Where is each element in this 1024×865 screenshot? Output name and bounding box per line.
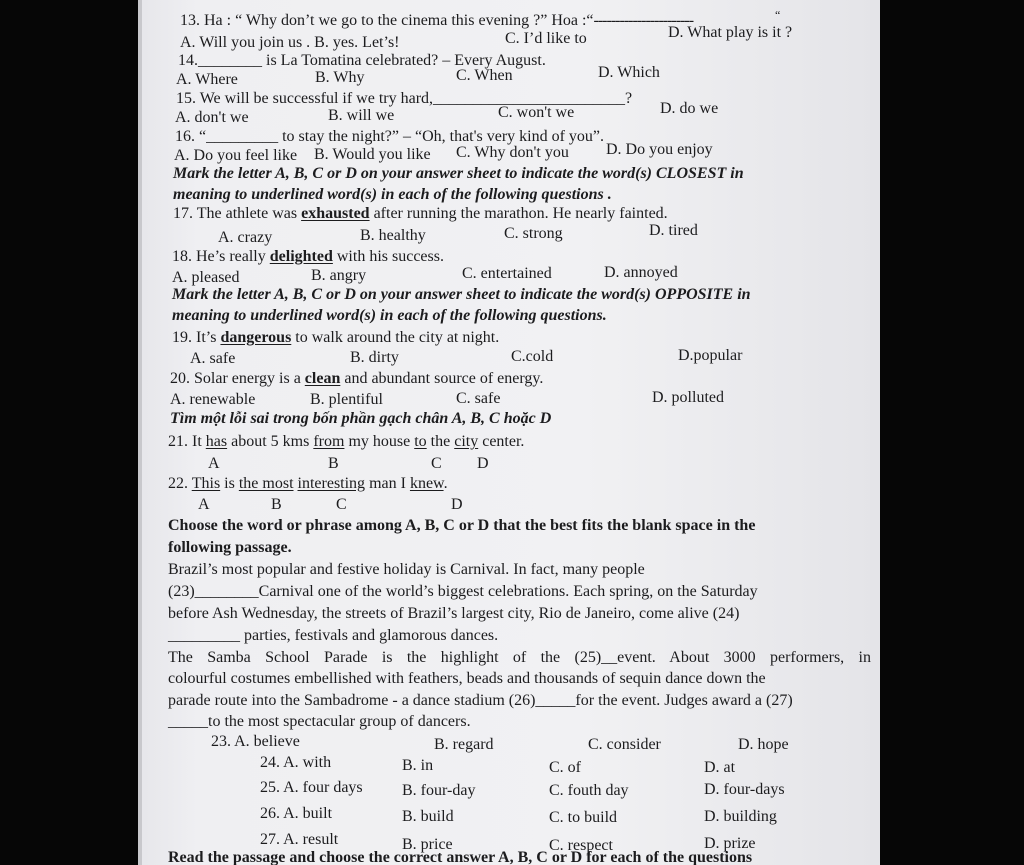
instruction-passage-line-2: following passage. (168, 539, 292, 556)
instruction-passage-line-1: Choose the word or phrase among A, B, C or D that the best fits the blank space in the (168, 517, 756, 534)
question-18-option-c: C. entertained (462, 265, 552, 282)
question-13-option-a: A. Will you join us . B. yes. Let’s! (180, 34, 400, 51)
question-24-option-a: 24. A. with (260, 754, 332, 771)
question-15-option-a: A. don't we (175, 109, 249, 126)
q22-part-c: interesting (297, 475, 366, 492)
question-27-option-d: D. prize (704, 835, 756, 852)
question-17-option-d: D. tired (649, 222, 698, 239)
question-14-option-c: C. When (456, 67, 513, 84)
question-16-stem: 16. “_________ to stay the night?” – “Oh, that's very kind of you”. (175, 128, 605, 145)
q21-letter-a: A (208, 455, 220, 472)
underlined-word-dangerous: dangerous (220, 329, 292, 346)
instruction-closest-line-1: Mark the letter A, B, C or D on your answer sheet to indicate the word(s) CLOSEST in (173, 165, 744, 182)
question-17-stem: 17. The athlete was exhausted after running the marathon. He nearly fainted. (173, 205, 668, 222)
instruction-opposite-line-1: Mark the letter A, B, C or D on your answer sheet to indicate the word(s) OPPOSITE in (172, 286, 751, 303)
underlined-word-exhausted: exhausted (301, 205, 370, 222)
passage-line-7: parade route into the Sambadrome - a dance stadium (26)_____for the event. Judges award a (27) (168, 692, 793, 709)
question-19-option-d: D.popular (678, 347, 743, 364)
q22-part-b: the most (238, 475, 294, 492)
question-21-sentence: 21. It has about 5 kms from my house to the city center. (168, 433, 525, 450)
question-18-option-d: D. annoyed (604, 264, 678, 281)
question-18-option-a: A. pleased (172, 269, 240, 286)
question-15-option-b: B. will we (328, 107, 395, 124)
underlined-word-delighted: delighted (269, 248, 333, 265)
question-20-option-d: D. polluted (652, 389, 724, 406)
passage-line-5: The Samba School Parade is the highlight of the (25)__event. About 3000 performers, in (168, 649, 871, 666)
question-23-option-d: D. hope (738, 736, 789, 753)
q21-part-c: to (414, 433, 427, 450)
passage-line-1: Brazil’s most popular and festive holiday is Carnival. In fact, many people (168, 561, 645, 578)
instruction-error: Tìm một lỗi sai trong bốn phần gạch chân A, B, C hoặc D (170, 410, 552, 427)
q22-letter-a: A (198, 496, 210, 513)
q21-part-a: has (205, 433, 228, 450)
question-19-option-c: C.cold (511, 348, 554, 365)
question-26-option-a: 26. A. built (260, 805, 333, 822)
question-27-option-a: 27. A. result (260, 831, 339, 848)
question-16-option-d: D. Do you enjoy (606, 141, 713, 158)
underlined-word-clean: clean (304, 370, 341, 387)
question-26-option-d: D. building (704, 808, 777, 825)
question-20-stem: 20. Solar energy is a clean and abundant source of energy. (170, 370, 544, 387)
q22-part-a: This (191, 475, 221, 492)
question-18-stem: 18. He’s really delighted with his success. (172, 248, 444, 265)
question-25-option-a: 25. A. four days (260, 779, 363, 796)
question-19-option-a: A. safe (190, 350, 236, 367)
question-23-option-b: B. regard (434, 736, 494, 753)
question-14-option-a: A. Where (176, 71, 238, 88)
question-24-option-b: B. in (402, 757, 434, 774)
question-24-option-c: C. of (549, 759, 581, 776)
question-26-option-c: C. to build (549, 809, 618, 826)
question-13-stem: 13. Ha : “ Why don’t we go to the cinema this evening ?” Hoa :“----------------------- (180, 12, 694, 29)
passage-line-8: _____to the most spectacular group of dancers. (168, 713, 471, 730)
question-18-option-b: B. angry (311, 267, 367, 284)
q21-part-d: city (454, 433, 479, 450)
question-23-option-c: C. consider (588, 736, 661, 753)
question-16-option-c: C. Why don't you (456, 144, 569, 161)
question-22-sentence: 22. This is the most interesting man I knew. (168, 475, 448, 492)
q22-letter-c: C (336, 496, 347, 513)
question-17-option-c: C. strong (504, 225, 563, 242)
question-19-stem: 19. It’s dangerous to walk around the city at night. (172, 329, 500, 346)
question-26-option-b: B. build (402, 808, 454, 825)
instruction-closest-line-2: meaning to underlined word(s) in each of the following questions . (173, 186, 612, 203)
question-27-option-c: C. respect (549, 837, 613, 854)
question-15-option-d: D. do we (660, 100, 719, 117)
question-14-option-b: B. Why (315, 69, 365, 86)
question-17-option-b: B. healthy (360, 227, 426, 244)
question-14-option-d: D. Which (598, 64, 660, 81)
passage-line-6: colourful costumes embellished with feathers, beads and thousands of sequin dance down the (168, 670, 766, 687)
footer-instruction-cut-off: Read the passage and choose the correct answer A, B, C or D for each of the questions (168, 849, 753, 865)
question-20-option-a: A. renewable (170, 391, 256, 408)
question-15-option-c: C. won't we (498, 104, 575, 121)
q22-letter-d: D (451, 496, 463, 513)
q21-letter-b: B (328, 455, 339, 472)
q21-letter-d: D (477, 455, 489, 472)
question-13-close-quote: “ (775, 8, 781, 22)
question-19-option-b: B. dirty (350, 349, 399, 366)
q22-letter-b: B (271, 496, 282, 513)
question-20-option-b: B. plentiful (310, 391, 383, 408)
passage-line-4: _________ parties, festivals and glamorous dances. (168, 627, 499, 644)
q22-part-d: knew (409, 475, 444, 492)
instruction-opposite-line-2: meaning to underlined word(s) in each of the following questions. (172, 307, 607, 324)
passage-line-2: (23)________Carnival one of the world’s biggest celebrations. Each spring, on the Saturday (168, 583, 758, 600)
question-23-option-a: 23. A. believe (211, 733, 300, 750)
question-20-option-c: C. safe (456, 390, 501, 407)
question-27-option-b: B. price (402, 836, 453, 853)
question-25-option-d: D. four-days (704, 781, 785, 798)
question-24-option-d: D. at (704, 759, 736, 776)
question-25-option-c: C. fouth day (549, 782, 629, 799)
question-16-option-b: B. Would you like (314, 146, 431, 163)
question-16-option-a: A. Do you feel like (174, 147, 298, 164)
question-17-option-a: A. crazy (218, 229, 273, 246)
q21-part-b: from (313, 433, 345, 450)
passage-line-3: before Ash Wednesday, the streets of Brazil’s largest city, Rio de Janeiro, come alive (24) (168, 605, 740, 622)
worksheet-page (138, 0, 880, 865)
question-13-option-d: D. What play is it ? (668, 24, 793, 41)
question-13-option-c: C. I’d like to (505, 30, 587, 47)
question-14-stem: 14.________ is La Tomatina celebrated? – Every August. (178, 52, 546, 69)
question-15-stem: 15. We will be successful if we try hard,________________________? (176, 90, 633, 107)
q21-letter-c: C (431, 455, 442, 472)
question-25-option-b: B. four-day (402, 782, 476, 799)
